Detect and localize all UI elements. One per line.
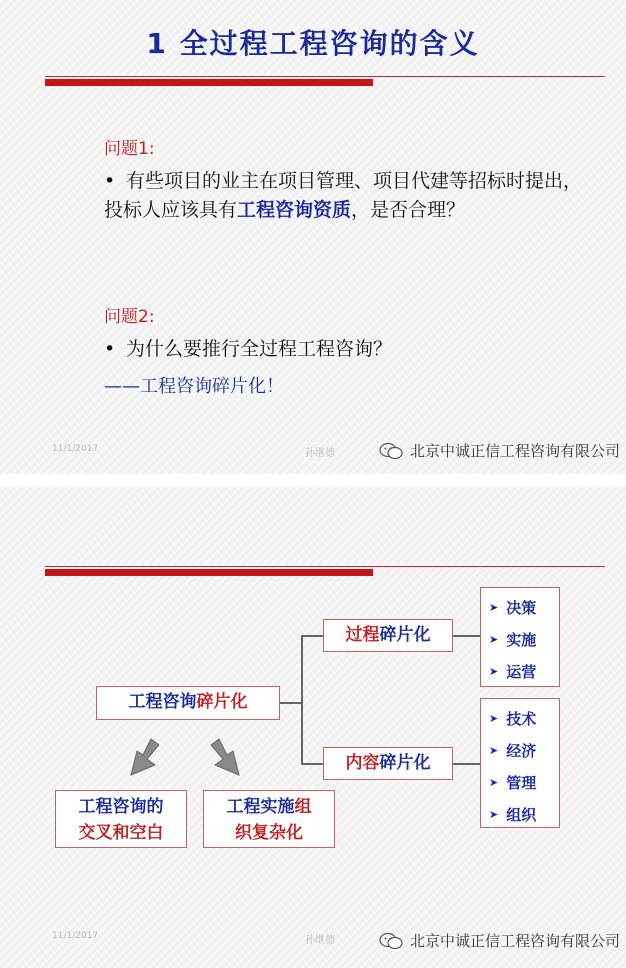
list-item	[489, 703, 559, 735]
arrow-right-icon: ➤	[489, 776, 499, 789]
arrow-right-icon: ➤	[489, 712, 499, 725]
list-item-label: 组织	[506, 806, 537, 824]
title-rule	[45, 566, 605, 567]
title-rule	[45, 76, 605, 77]
root-label-b: 碎片化	[196, 692, 248, 712]
list-item-label: 实施	[506, 631, 537, 649]
down-arrow-icon	[125, 737, 165, 779]
branch-process-box	[323, 619, 453, 652]
list-item-label: 经济	[506, 742, 537, 760]
branch-content-box	[323, 747, 453, 780]
list-item	[489, 767, 559, 799]
branch2-label-b: 碎片化	[379, 753, 431, 773]
branch1-label-b: 碎片化	[379, 625, 431, 645]
question-2-text	[104, 335, 584, 364]
connector-line	[453, 763, 480, 765]
footer-author: 孙继德	[305, 935, 335, 946]
bullet-icon: •	[104, 170, 116, 192]
arrow-right-icon: ➤	[489, 601, 499, 614]
slide-title: 1 全过程工程咨询的含义	[146, 27, 480, 60]
question-2-answer: ——工程咨询碎片化！	[104, 376, 284, 397]
content-list	[480, 698, 560, 828]
outcome2-line2: 织复杂化	[235, 823, 303, 843]
connector-line	[453, 635, 480, 637]
connector-line	[301, 635, 323, 637]
list-item	[489, 735, 559, 767]
q1-text-highlight: 工程咨询资质	[237, 199, 352, 221]
footer-author: 孙继德	[305, 448, 335, 459]
arrow-right-icon: ➤	[489, 744, 499, 757]
q1-text-a: 有些项目的业主在项目管理、项目代建等招标时提出，投标人应该具有	[104, 170, 583, 221]
watermark	[378, 440, 620, 461]
root-label-a: 工程咨询	[128, 692, 197, 712]
list-item-label: 运营	[506, 663, 537, 681]
list-item-label: 技术	[506, 710, 537, 728]
connector-line	[301, 635, 303, 764]
list-item	[489, 656, 559, 688]
arrow-right-icon: ➤	[489, 665, 499, 678]
connector-line	[301, 763, 323, 765]
question-1-text	[104, 167, 584, 225]
footer-date: 11/1/2017	[52, 444, 99, 454]
list-item	[489, 592, 559, 624]
branch2-label-a: 内容	[345, 753, 380, 773]
wechat-icon	[378, 441, 404, 461]
q1-text-b: ，是否合理？	[351, 199, 466, 221]
connector-line	[280, 702, 302, 704]
q2-text: 为什么要推行全过程工程咨询？	[126, 338, 393, 360]
process-list	[480, 587, 560, 687]
watermark-text: 北京中诚正信工程咨询有限公司	[409, 442, 620, 460]
list-item	[489, 624, 559, 656]
slide-2	[0, 487, 626, 968]
list-item-label: 决策	[506, 599, 537, 617]
question-1-label: 问题1:	[104, 139, 155, 159]
watermark	[378, 930, 620, 951]
outcome1-line2: 交叉和空白	[78, 823, 164, 843]
bullet-icon: •	[104, 338, 116, 360]
slide-1	[0, 0, 626, 474]
title-rule-accent	[45, 79, 373, 86]
title-rule-accent	[45, 569, 373, 576]
outcome2-line1b: 组	[294, 797, 312, 817]
watermark-text: 北京中诚正信工程咨询有限公司	[409, 932, 620, 950]
outcome1-line1: 工程咨询的	[78, 797, 164, 817]
list-item-label: 管理	[506, 774, 537, 792]
wechat-icon	[378, 931, 404, 951]
branch1-label-a: 过程	[345, 625, 380, 645]
down-arrow-icon	[205, 737, 245, 779]
arrow-right-icon: ➤	[489, 808, 499, 821]
diagram-root-box	[96, 686, 280, 720]
outcome2-line1a: 工程实施	[226, 797, 295, 817]
arrow-right-icon: ➤	[489, 633, 499, 646]
outcome-gap-box	[55, 790, 187, 848]
footer-date: 11/1/2017	[52, 931, 99, 941]
list-item	[489, 799, 559, 831]
question-2-label: 问题2:	[104, 307, 155, 327]
outcome-complexity-box	[203, 790, 335, 848]
